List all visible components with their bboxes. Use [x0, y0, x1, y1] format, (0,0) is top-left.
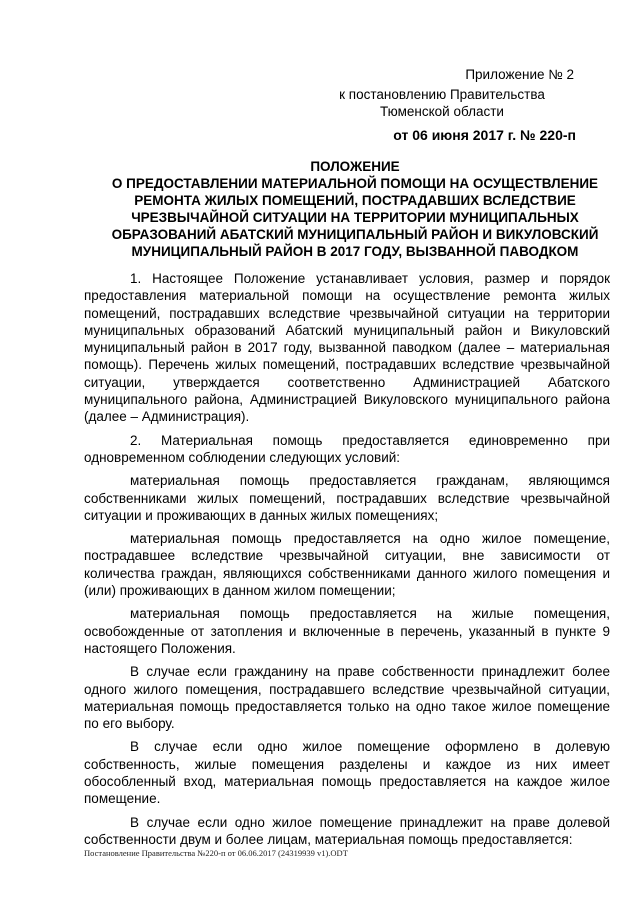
paragraph: 1. Настоящее Положение устанавливает условия, размер и порядок предоставления материальной помощи на осуществление ремонта жилых помещений, пострадавших вследствие чрезвычайной ситуации на территории муниципальных образований Абатский муниципальный район и Викуловский муниципальный район в 2017 году, вызванной паводком (далее – материальная помощь). Перечень жилых помещений, пострадавших вследствие чрезвычайной ситуации, утверждается соответственно Администрацией Абатского муниципального района, Администрацией Викуловского муниципального района (далее – Администрация). — [84, 271, 610, 425]
paragraph: материальная помощь предоставляется на жилые помещения, освобожденные от затопления и включенные в перечень, указанный в пункте 9 настоящего Положения. — [84, 606, 610, 656]
page-footer: Постановление Правительства №220-п от 06.06.2017 (24319939 v1).ODT — [84, 848, 348, 858]
title-line: ОБРАЗОВАНИЙ АБАТСКИЙ МУНИЦИПАЛЬНЫЙ РАЙОН И ВИКУЛОВСКИЙ — [111, 227, 599, 242]
paragraph: материальная помощь предоставляется на одно жилое помещение, пострадавшее вследствие чрезвычайной ситуации, вне зависимости от количества граждан, являющихся собственниками данного жилого помещения и (или) проживающих в данном жилом помещении; — [84, 531, 610, 599]
paragraph: В случае если одно жилое помещение принадлежит на праве долевой собственности двум и более лицам, материальная помощь предоставляется: — [84, 814, 610, 847]
document-body — [84, 270, 610, 854]
appendix-date: от 06 июня 2017 г. № 220-п — [393, 127, 576, 143]
appendix-header — [292, 66, 592, 144]
title-line: ПОЛОЖЕНИЕ — [310, 159, 400, 174]
document-title — [80, 158, 630, 260]
title-line: О ПРЕДОСТАВЛЕНИИ МАТЕРИАЛЬНОЙ ПОМОЩИ НА ОСУЩЕСТВЛЕНИЕ — [111, 176, 599, 191]
paragraph: 2. Материальная помощь предоставляется единовременно при одновременном соблюдении следующих условий: — [84, 432, 610, 465]
appendix-ref-line2: Тюменской области — [380, 104, 504, 119]
title-line: МУНИЦИПАЛЬНЫЙ РАЙОН В 2017 ГОДУ, ВЫЗВАННОЙ ПАВОДКОМ — [131, 244, 579, 259]
title-line: ЧРЕЗВЫЧАЙНОЙ СИТУАЦИИ НА ТЕРРИТОРИИ МУНИЦИПАЛЬНЫХ — [131, 210, 579, 225]
title-line: РЕМОНТА ЖИЛЫХ ПОМЕЩЕНИЙ, ПОСТРАДАВШИХ ВСЛЕДСТВИЕ — [134, 193, 576, 208]
appendix-ref-line1: к постановлению Правительства — [339, 87, 545, 102]
appendix-number: Приложение № 2 — [465, 67, 574, 82]
paragraph: В случае если гражданину на праве собственности принадлежит более одного жилого помещения, пострадавшего вследствие чрезвычайной ситуации, материальная помощь предоставляется только на одно такое жилое помещение по его выбору. — [84, 664, 610, 732]
paragraph: В случае если одно жилое помещение оформлено в долевую собственность, жилые помещения разделены и каждое из них имеет обособленный вход, материальная помощь предоставляется на каждое жилое помещение. — [84, 739, 610, 807]
paragraph: материальная помощь предоставляется гражданам, являющимся собственниками жилых помещений, пострадавших вследствие чрезвычайной ситуации и проживающих в данных жилых помещениях; — [84, 473, 610, 523]
